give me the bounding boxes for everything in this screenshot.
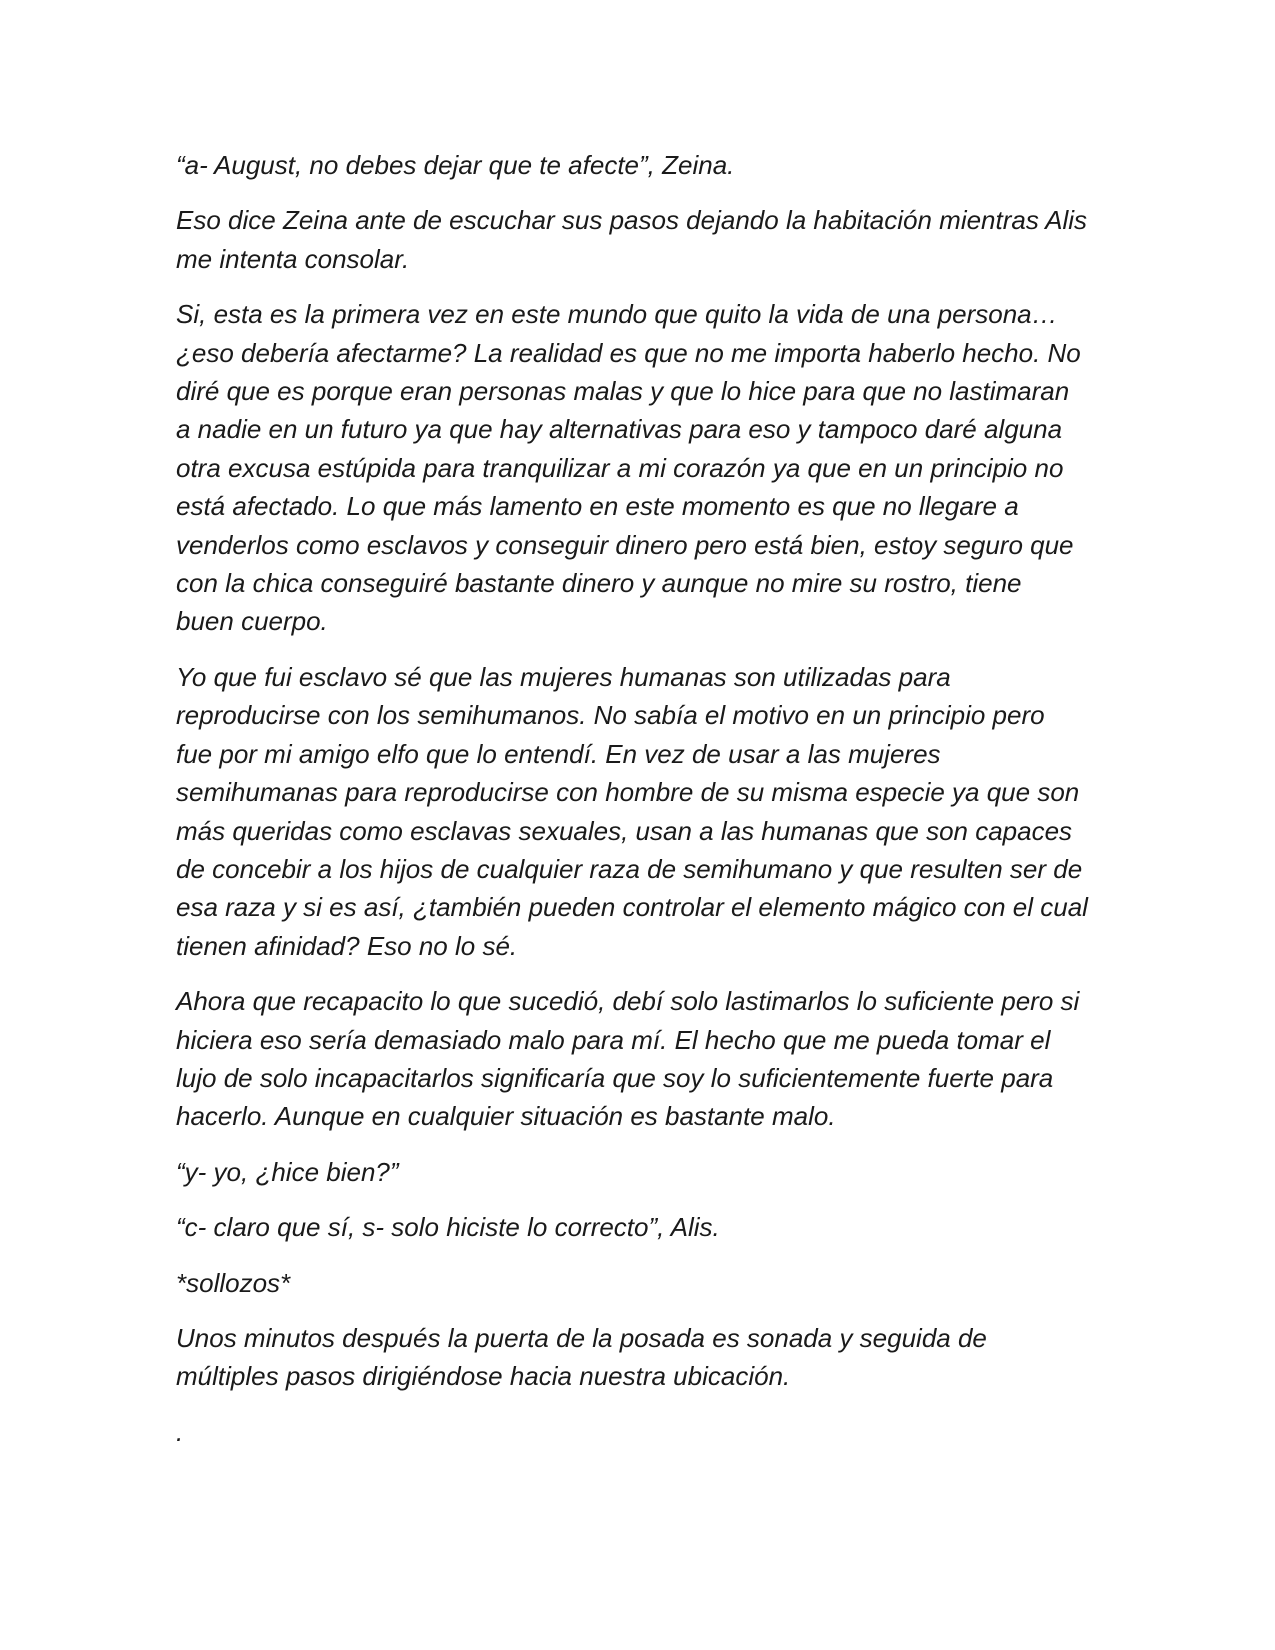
text-line: más queridas como esclavas sexuales, usan a las humanas que son capaces xyxy=(176,815,1073,846)
text-line: lujo de solo incapacitarlos significaría que soy lo suficientemente fuerte para xyxy=(176,1062,1054,1093)
text-line: fue por mi amigo elfo que lo entendí. En vez de usar a las mujeres xyxy=(176,738,941,769)
text-line: Si, esta es la primera vez en este mundo que quito la vida de una persona… xyxy=(176,299,1058,330)
paragraph-dot xyxy=(176,1413,1106,1451)
text-line: hacerlo. Aunque en cualquier situación es bastante malo. xyxy=(176,1101,836,1132)
paragraph-reconsider xyxy=(176,982,1106,1136)
paragraph-zeina-dialogue xyxy=(176,146,1106,184)
text-line: Unos minutos después la puerta de la posada es sonada y seguida de xyxy=(176,1322,987,1353)
text-line: diré que es porque eran personas malas y que lo hice para que no lastimaran xyxy=(176,376,1070,407)
text-line: otra excusa estúpida para tranquilizar a mi corazón ya que en un principio no xyxy=(176,452,1064,483)
paragraph-sobbing xyxy=(176,1264,1106,1302)
text-line: Ahora que recapacito lo que sucedió, debí solo lastimarlos lo suficiente pero si xyxy=(176,986,1080,1017)
text-line: de concebir a los hijos de cualquier raza de semihumano y que resulten ser de xyxy=(176,853,1083,884)
text-line: me intenta consolar. xyxy=(176,243,410,274)
text-line: esa raza y si es así, ¿también pueden controlar el elemento mágico con el cual xyxy=(176,892,1088,923)
text-line: Yo que fui esclavo sé que las mujeres humanas son utilizadas para xyxy=(176,661,951,692)
paragraph-slavery xyxy=(176,658,1106,965)
text-line: reproducirse con los semihumanos. No sabía el motivo en un principio pero xyxy=(176,700,1045,731)
document-page xyxy=(176,146,1106,1468)
text-line: “a- August, no debes dejar que te afecte”, Zeina. xyxy=(176,150,735,180)
text-line: “c- claro que sí, s- solo hiciste lo correcto”, Alis. xyxy=(176,1212,720,1243)
text-line: a nadie en un futuro ya que hay alternativas para eso y tampoco daré alguna xyxy=(176,414,1063,445)
paragraph-august-question xyxy=(176,1153,1106,1191)
text-line: múltiples pasos dirigiéndose hacia nuestra ubicación. xyxy=(176,1361,791,1392)
text-line: está afectado. Lo que más lamento en este momento es que no llegare a xyxy=(176,491,1019,522)
paragraph-zeina-leaves xyxy=(176,201,1106,278)
paragraph-door xyxy=(176,1319,1106,1396)
paragraph-alis-reply xyxy=(176,1208,1106,1246)
text-line: venderlos como esclavos y conseguir dinero pero está bien, estoy seguro que xyxy=(176,529,1074,560)
paragraph-reflection xyxy=(176,295,1106,641)
text-line: hiciera eso sería demasiado malo para mí. El hecho que me pueda tomar el xyxy=(176,1024,1051,1055)
text-line: “y- yo, ¿hice bien?” xyxy=(176,1156,399,1187)
text-line: tienen afinidad? Eso no lo sé. xyxy=(176,930,518,961)
text-line: Eso dice Zeina ante de escuchar sus pasos dejando la habitación mientras Alis xyxy=(176,205,1088,236)
text-line: ¿eso debería afectarme? La realidad es que no me importa haberlo hecho. No xyxy=(176,337,1081,368)
text-line: . xyxy=(176,1416,184,1447)
text-line: con la chica conseguiré bastante dinero y aunque no mire su rostro, tiene xyxy=(176,568,1022,599)
text-line: *sollozos* xyxy=(176,1267,291,1298)
text-line: buen cuerpo. xyxy=(176,606,328,637)
text-line: semihumanas para reproducirse con hombre de su misma especie ya que son xyxy=(176,777,1080,808)
